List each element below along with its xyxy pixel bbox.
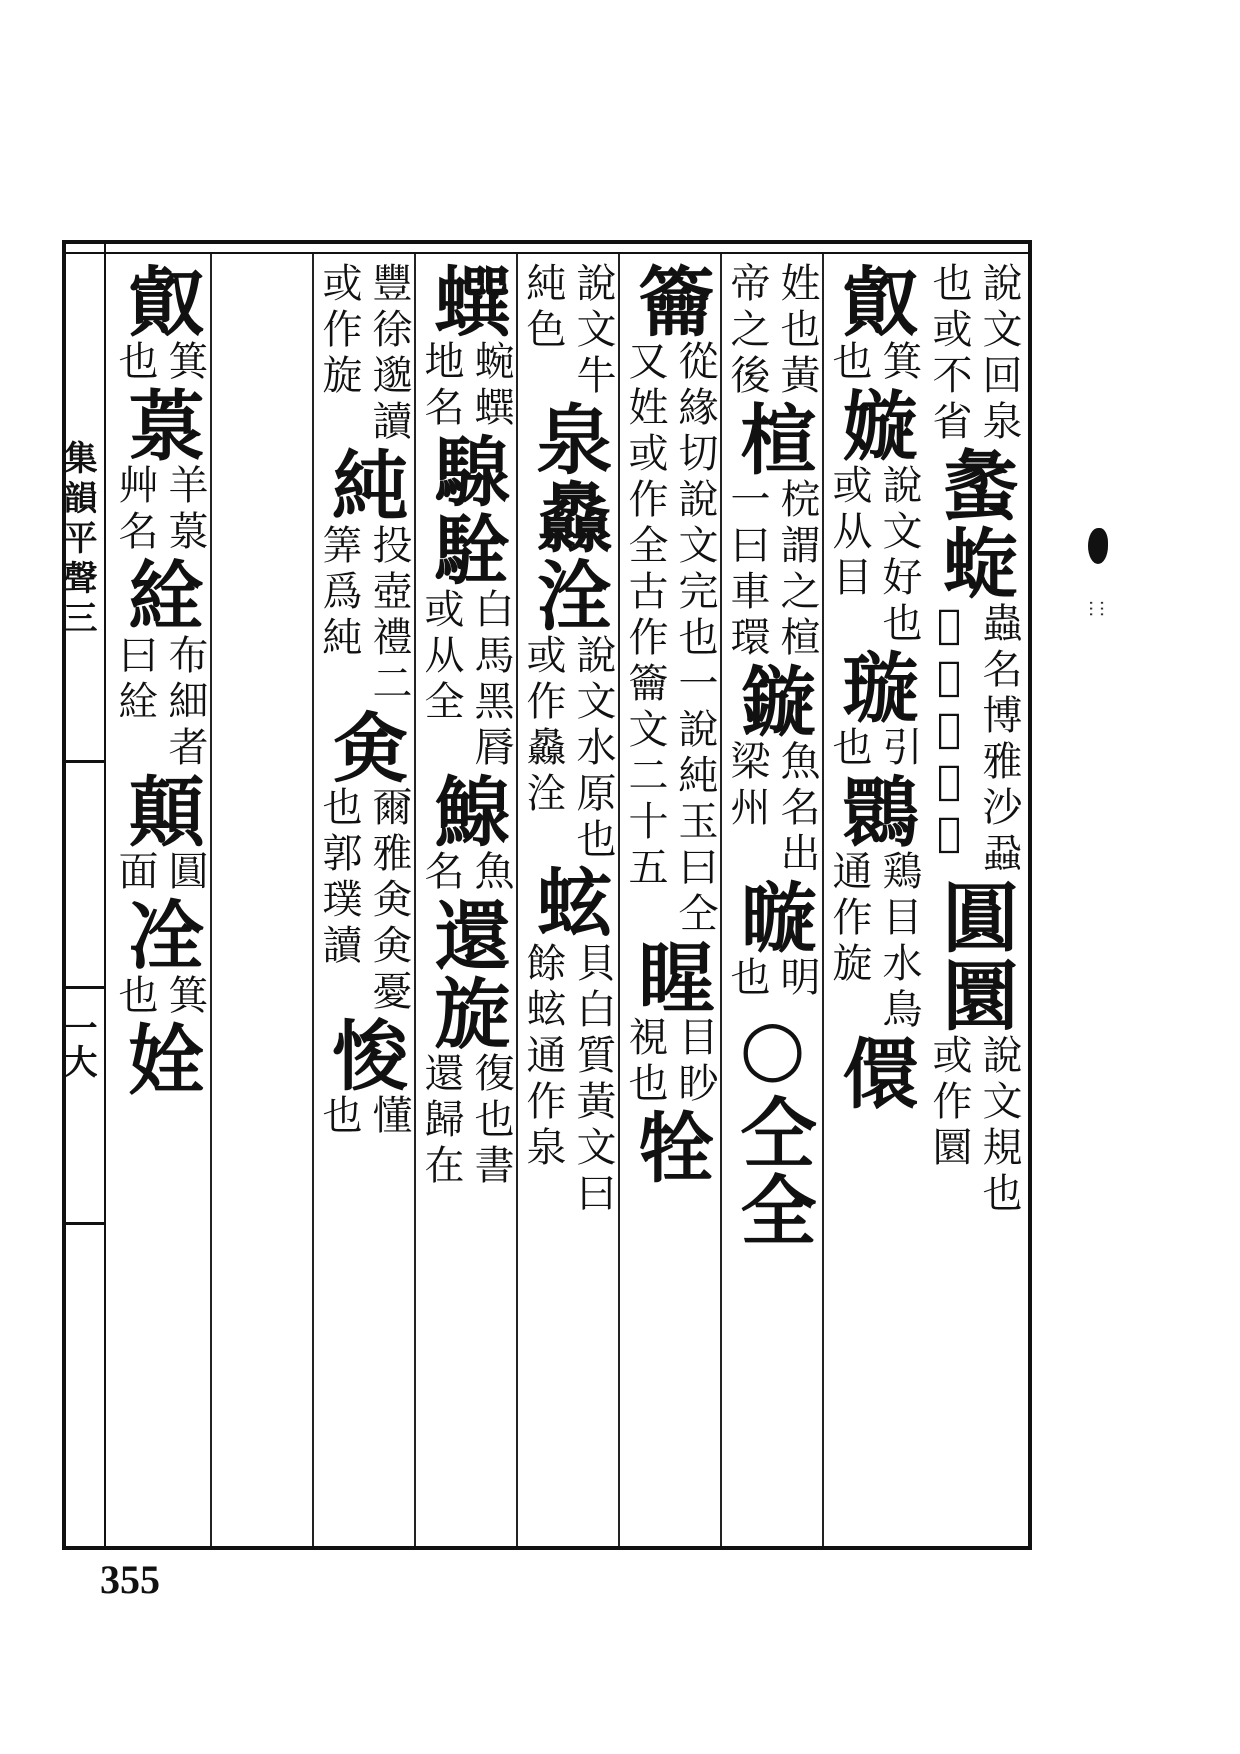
annotation-line: 說文規也 — [976, 1034, 1022, 1218]
annotation-line: 箕 — [162, 340, 208, 386]
headword: 姾 — [116, 1020, 205, 1098]
annotation-line: 餘蚿通作泉 — [520, 942, 566, 1172]
annotation — [622, 1016, 718, 1108]
annotation-line: 也郭璞讀 — [316, 786, 362, 970]
header-mark — [62, 760, 104, 763]
annotation-line: 爾雅㑒㑒憂 — [366, 786, 412, 1016]
annotation — [926, 1034, 1022, 1218]
annotation-line: 名 — [418, 850, 464, 896]
annotation-line: 還歸在 — [418, 1052, 464, 1190]
annotation-line: 魚名出 — [774, 740, 820, 878]
annotation — [316, 524, 412, 708]
header-mark — [62, 1222, 104, 1225]
annotation — [418, 340, 514, 432]
annotation-line: 箕 — [876, 340, 922, 386]
headword: 䗍蜁 — [930, 446, 1019, 602]
headword: 楦 — [728, 400, 817, 478]
headword: 還旋 — [422, 896, 511, 1052]
annotation — [826, 726, 922, 772]
headword: 㑒 — [320, 708, 409, 786]
annotation — [112, 464, 208, 556]
annotation-line: 圓 — [162, 850, 208, 896]
page-number: 355 — [100, 1557, 160, 1602]
text-column-5 — [518, 262, 618, 1542]
headword: 籥 — [626, 262, 715, 340]
annotation-line: 布細者 — [162, 634, 208, 772]
annotation-line: 或从目 — [826, 464, 872, 602]
annotation-line: 也或不省 — [926, 262, 972, 446]
annotation-line: 鶏目水鳥 — [876, 850, 922, 1034]
headword: 騡駩 — [422, 432, 511, 588]
headword: 儇 — [830, 1034, 919, 1112]
annotation-line: 曰絟 — [112, 634, 158, 726]
headword: 鰁 — [422, 772, 511, 850]
headword: 㓌 — [116, 896, 205, 974]
headword: 㕢 — [830, 262, 919, 340]
column-rule — [210, 254, 212, 1546]
annotation — [112, 340, 208, 386]
annotation-line: 通作旋 — [826, 850, 872, 988]
annotation-line: 𧓍蠶也或省 — [926, 602, 972, 862]
annotation — [622, 340, 718, 938]
annotation — [316, 786, 412, 1016]
annotation-line: 姓也黃 — [774, 262, 820, 400]
headword: 鏇 — [728, 662, 817, 740]
headword: 牷 — [626, 1108, 715, 1186]
headword: 葲 — [116, 386, 205, 464]
annotation — [418, 588, 514, 772]
folio-glyph: 一大 — [57, 1010, 97, 1078]
annotation-line: 魚 — [468, 850, 514, 896]
headword: 㕢 — [116, 262, 205, 340]
annotation — [316, 262, 412, 446]
annotation-line: 帝之後 — [724, 262, 770, 400]
text-column-2 — [824, 262, 924, 1542]
header-mark — [62, 986, 104, 989]
annotation-line: 面 — [112, 850, 158, 896]
annotation-line: 說文牛 — [570, 262, 616, 400]
headword: 蟤 — [422, 262, 511, 340]
annotation-line: 或从全 — [418, 588, 464, 726]
annotation-line: 說文回泉 — [976, 262, 1022, 446]
annotation-line: 豐徐邈讀 — [366, 262, 412, 446]
annotation-line: 艸名 — [112, 464, 158, 556]
annotation-line: 引 — [876, 726, 922, 772]
annotation-line: 也 — [316, 1094, 362, 1140]
running-header: 集韻平聲三 — [57, 440, 97, 640]
annotation-line: 也 — [826, 726, 872, 772]
annotation — [316, 1094, 412, 1140]
annotation-line: 目眇 — [672, 1016, 718, 1108]
annotation — [724, 956, 820, 1002]
annotation — [926, 262, 1022, 446]
annotation-line: 或作圜 — [926, 1034, 972, 1172]
frame-top-rule — [62, 252, 1032, 254]
margin-rule — [104, 244, 106, 1546]
annotation-line: 也 — [724, 956, 770, 1002]
annotation — [520, 634, 616, 864]
annotation-line: 梁州 — [724, 740, 770, 832]
annotation-line: 明 — [774, 956, 820, 1002]
headword: 顛 — [116, 772, 205, 850]
annotation-line: 從緣切說文完也一說純玉曰仝 — [672, 340, 718, 938]
annotation-line: 說文水原也 — [570, 634, 616, 864]
annotation-line: 或作旋 — [316, 262, 362, 400]
annotation-line: 復也書 — [468, 1052, 514, 1190]
annotation-line: 也 — [826, 340, 872, 386]
headword: 圓圜 — [930, 878, 1019, 1034]
headword: 蚿 — [524, 864, 613, 942]
annotation-line: 也 — [112, 974, 158, 1020]
annotation-line: 投壺禮二 — [366, 524, 412, 708]
annotation-line: 一曰車環 — [724, 478, 770, 662]
annotation-line: 梡謂之楦 — [774, 478, 820, 662]
text-column-7 — [314, 262, 414, 1542]
annotation — [826, 340, 922, 386]
annotation — [418, 1052, 514, 1190]
annotation-line: 也 — [112, 340, 158, 386]
headword: 泉灥洤 — [524, 400, 613, 634]
annotation-line: 蟲名博雅沙蝨 — [976, 602, 1022, 878]
annotation — [724, 478, 820, 662]
text-column-1 — [924, 262, 1024, 1542]
headword: 睲 — [626, 938, 715, 1016]
annotation-line: 箕 — [162, 974, 208, 1020]
annotation-line: 筭爲純 — [316, 524, 362, 662]
annotation — [112, 974, 208, 1020]
annotation-line: 視也 — [622, 1016, 668, 1108]
annotation-line: 純色 — [520, 262, 566, 354]
annotation — [520, 942, 616, 1218]
headword: 䴉 — [830, 772, 919, 850]
text-column-3 — [722, 262, 822, 1542]
annotation-line: 白馬黑脣 — [468, 588, 514, 772]
annotation — [112, 634, 208, 772]
headword: 璇 — [830, 648, 919, 726]
text-column-4 — [620, 262, 720, 1542]
annotation-line: 地名 — [418, 340, 464, 432]
annotation-line: 說文好也 — [876, 464, 922, 648]
annotation — [724, 740, 820, 878]
headword: 暶 — [728, 878, 817, 956]
headword: 絟 — [116, 556, 205, 634]
annotation-line: 貝白質黃文曰 — [570, 942, 616, 1218]
annotation — [724, 262, 820, 400]
text-column-6 — [416, 262, 516, 1542]
annotation — [520, 262, 616, 400]
annotation — [826, 850, 922, 1034]
headword: 悛 — [320, 1016, 409, 1094]
headword: ○仝全 — [728, 1002, 817, 1249]
headword: 嫙 — [830, 386, 919, 464]
annotation — [926, 602, 1022, 878]
edge-marks: ⁚⁚⁚ — [1085, 600, 1106, 618]
headword: 純 — [320, 446, 409, 524]
text-column-8 — [110, 262, 210, 1542]
annotation-line: 或作灥洤 — [520, 634, 566, 818]
binding-mark — [1088, 528, 1108, 564]
annotation-line: 羊葲 — [162, 464, 208, 556]
annotation-line: 蜿蟤 — [468, 340, 514, 432]
annotation-line: 懂 — [366, 1094, 412, 1140]
annotation — [826, 464, 922, 648]
annotation — [418, 850, 514, 896]
annotation-line: 又姓或作全古作籥文二十五 — [622, 340, 668, 892]
annotation — [112, 850, 208, 896]
